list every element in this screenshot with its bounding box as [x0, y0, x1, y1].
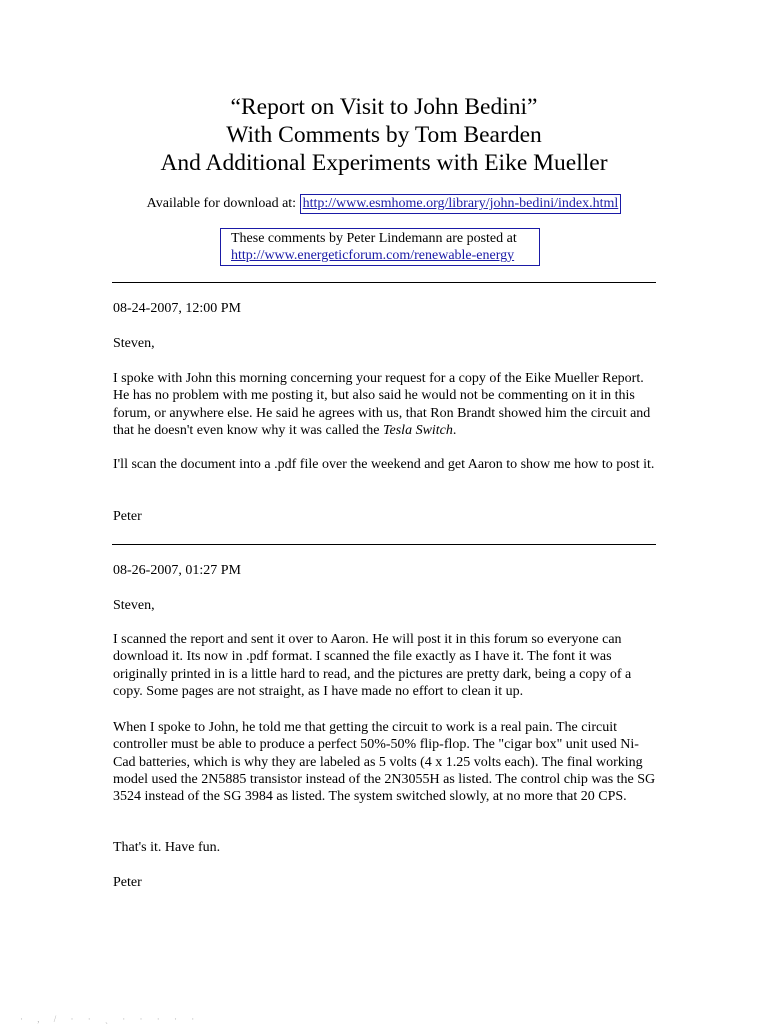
- scan-artifact: · , / · · ˎ · · · · ·: [20, 1014, 201, 1024]
- download-line: [0, 194, 768, 214]
- divider: [112, 544, 656, 545]
- post-text: When I spoke to John, he told me that getting the circuit to work is a real pain. The circuit controller must be able to produce a perfect 50%-50% flip-flop. The "cigar box" unit used Ni-Cad batteries, which is why they are labeled as 5 volts (4 x 1.25 volts each). The final working model used the 2N5885 transistor instead of the 2N3055H as listed. The control chip was the SG 3524 instead of the SG 3984 as listed. The system switched slowly, at no more that 20 CPS.: [113, 720, 656, 805]
- download-label: Available for download at:: [146, 196, 297, 211]
- posted-notice-box: [220, 228, 540, 266]
- post-greeting: Steven,: [113, 336, 155, 351]
- post-text: I scanned the report and sent it over to Aaron. He will post it in this forum so everyone can download it. Its now in .pdf format. I scanned the file exactly as I have it. The font it was originally printed in is a little hard to read, and the pictures are pretty dark, being a copy of a copy. Some pages are not straight, as I have made no effort to clean it up.: [113, 632, 632, 699]
- download-link[interactable]: http://www.esmhome.org/library/john-bedini/index.html: [300, 194, 622, 214]
- post-timestamp: 08-26-2007, 01:27 PM: [113, 563, 241, 578]
- post-signature: Peter: [113, 509, 142, 524]
- post-greeting: Steven,: [113, 598, 155, 613]
- post-emphasis: Tesla Switch: [383, 422, 453, 438]
- post-timestamp: 08-24-2007, 12:00 PM: [113, 301, 241, 316]
- post-signature: Peter: [113, 875, 142, 890]
- title-line-3: And Additional Experiments with Eike Mueller: [160, 150, 608, 176]
- post-paragraph: [113, 456, 658, 473]
- divider: [112, 282, 656, 283]
- post-text: I'll scan the document into a .pdf file over the weekend and get Aaron to show me how to post it.: [113, 457, 655, 472]
- title-line-2: With Comments by Tom Bearden: [226, 122, 542, 148]
- post-text-end: .: [452, 422, 457, 438]
- posted-notice-text: These comments by Peter Lindemann are posted at: [231, 231, 517, 246]
- post-text: I spoke with John this morning concerning your request for a copy of the Eike Mueller Report. He has no problem with me posting it, but also said he would not be commenting on it in this forum, or anywhere else. He said he agrees with us, that Ron Brandt showed him the circuit and that he doesn't even know why it was called the: [113, 371, 651, 438]
- forum-link[interactable]: http://www.energeticforum.com/renewable-energy: [231, 247, 515, 263]
- post-paragraph: [113, 631, 658, 700]
- post-text: That's it. Have fun.: [113, 840, 221, 855]
- post-paragraph: [113, 370, 658, 439]
- post-paragraph: [113, 719, 658, 805]
- title-line-1: “Report on Visit to John Bedini”: [230, 94, 538, 120]
